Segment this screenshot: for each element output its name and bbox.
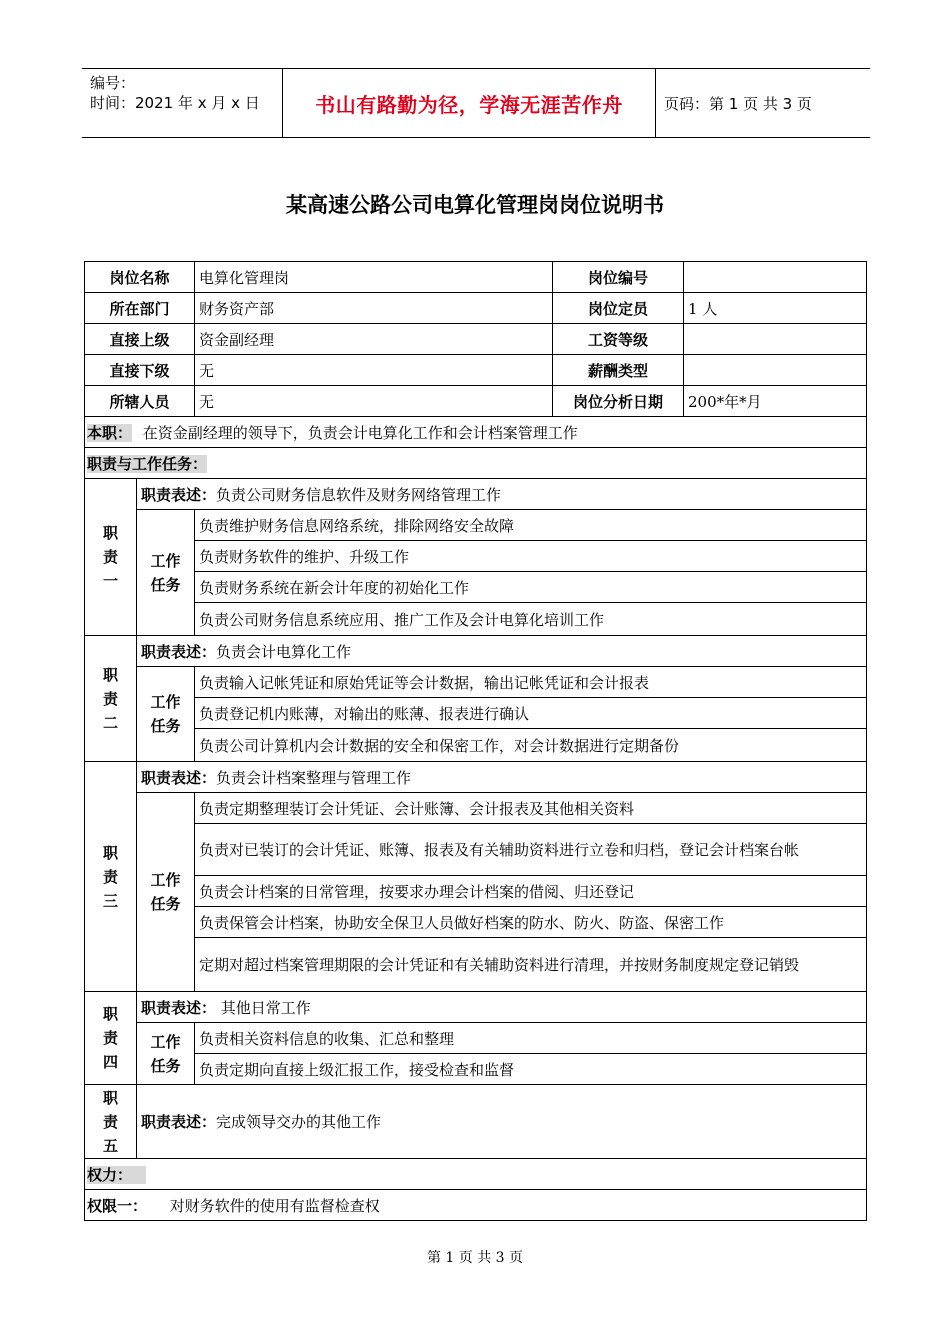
- duty-3-task-row: [85, 793, 867, 824]
- duty-4-char: 责: [102, 1029, 118, 1047]
- duty-4-char: 四: [102, 1053, 118, 1071]
- task-item: 负责公司财务信息系统应用、推广工作及会计电算化培训工作: [195, 603, 867, 636]
- pay-type-label: 薪酬类型: [553, 355, 684, 386]
- duty-1-desc-row: [85, 479, 867, 510]
- duty-3-task-row: [85, 938, 867, 992]
- superior-value: 资金副经理: [195, 324, 553, 355]
- dept-value: 财务资产部: [195, 293, 553, 324]
- duty-1-task-row: [85, 572, 867, 603]
- analysis-date-label: 岗位分析日期: [553, 386, 684, 417]
- duty-4-desc-text: 其他日常工作: [216, 998, 311, 1017]
- task-label-line: 工作: [150, 693, 181, 711]
- staff-label: 所辖人员: [85, 386, 195, 417]
- info-row: [85, 355, 867, 386]
- task-label-line: 工作: [150, 1032, 181, 1051]
- task-label-line: 任务: [150, 575, 181, 594]
- duty-4-char: 职: [102, 1005, 118, 1023]
- task-item: 负责定期整理装订会计凭证、会计账簿、会计报表及其他相关资料: [195, 793, 867, 824]
- duty-3-task-row: [85, 824, 867, 876]
- info-row: [85, 293, 867, 324]
- duty-summary-label: 本职：: [87, 423, 133, 442]
- task-item: 负责财务软件的维护、升级工作: [195, 541, 867, 572]
- salary-grade-value: [684, 324, 867, 355]
- duty-2-desc-row: [85, 636, 867, 667]
- duty-4-desc-row: [85, 992, 867, 1023]
- duty-3-char: 责: [102, 867, 118, 886]
- duty-2-task-row: [85, 729, 867, 762]
- duty-3-task-row: [85, 907, 867, 938]
- duty-4-desc: [137, 992, 867, 1023]
- duty-1-task-label: [137, 510, 195, 636]
- duty-3-desc-row: [85, 762, 867, 793]
- task-label-line: 任务: [150, 717, 181, 735]
- task-label-line: 工作: [150, 871, 181, 889]
- document-title: 某高速公路公司电算化管理岗岗位说明书: [286, 193, 664, 217]
- staff-value: 无: [195, 386, 553, 417]
- duty-1-char: 一: [102, 572, 118, 590]
- superior-label: 直接上级: [85, 324, 195, 355]
- number-label: 编号：: [90, 74, 136, 92]
- limit-cell: [85, 1190, 867, 1221]
- duty-5-char: 五: [102, 1136, 118, 1155]
- info-row: [85, 324, 867, 355]
- task-item: 负责会计档案的日常管理，按要求办理会计档案的借阅、归还登记: [195, 876, 867, 907]
- duty-2-label: [85, 636, 137, 762]
- duty-1-desc: [137, 479, 867, 510]
- task-item: 负责维护财务信息网络系统，排除网络安全故障: [195, 510, 867, 541]
- duties-heading-row: [85, 448, 867, 479]
- duty-2-char: 职: [102, 665, 118, 684]
- header-meta: [90, 73, 260, 113]
- limit-row: [85, 1190, 867, 1221]
- duty-5-row: [85, 1085, 867, 1159]
- time-label: 时间：2021 年 x 月 x 日: [90, 94, 260, 112]
- duty-2-task-row: [85, 667, 867, 698]
- info-row: [85, 386, 867, 417]
- duty-5-desc-text: 完成领导交办的其他工作: [216, 1113, 382, 1131]
- task-label-line: 任务: [150, 895, 181, 913]
- task-item: 负责定期向直接上级汇报工作，接受检查和监督: [195, 1054, 867, 1085]
- task-item: 定期对超过档案管理期限的会计凭证和有关辅助资料进行清理，并按财务制度规定登记销毁: [195, 938, 867, 992]
- page-header: [82, 68, 870, 138]
- duty-summary: [85, 417, 867, 448]
- duty-3-label: [85, 762, 137, 992]
- duty-4-task-label: [137, 1023, 195, 1085]
- duty-2-task-row: [85, 698, 867, 729]
- dept-label: 所在部门: [85, 293, 195, 324]
- power-label: 权力：: [87, 1166, 146, 1184]
- duty-desc-label: 职责表述：: [141, 998, 217, 1017]
- duty-1-char: 责: [102, 548, 118, 566]
- duty-desc-label: 职责表述：: [141, 768, 217, 787]
- duty-2-desc: [137, 636, 867, 667]
- page-code: 页码：第 1 页 共 3 页: [664, 94, 812, 113]
- motto: 书山有路勤为径，学海无涯苦作舟: [282, 69, 656, 137]
- duty-4-task-row: [85, 1054, 867, 1085]
- duty-3-char: 三: [102, 891, 118, 910]
- task-item: 负责相关资料信息的收集、汇总和整理: [195, 1023, 867, 1054]
- duty-3-desc-text: 负责会计档案整理与管理工作: [216, 768, 412, 787]
- duty-summary-text: 在资金副经理的领导下，负责会计电算化工作和会计档案管理工作: [142, 423, 578, 442]
- duty-1-char: 职: [102, 524, 118, 542]
- duty-5-label: [85, 1085, 137, 1159]
- power-row: [85, 1159, 867, 1190]
- task-item: 负责对已装订的会计凭证、账簿、报表及有关辅助资料进行立卷和归档，登记会计档案台帐: [195, 824, 867, 876]
- task-label-line: 工作: [150, 551, 181, 570]
- duty-2-char: 二: [102, 713, 118, 732]
- task-item: 负责公司计算机内会计数据的安全和保密工作，对会计数据进行定期备份: [195, 729, 867, 762]
- duty-2-task-label: [137, 667, 195, 762]
- headcount-value: 1 人: [684, 293, 867, 324]
- duty-desc-label: 职责表述：: [141, 642, 217, 661]
- duty-desc-label: 职责表述：: [141, 485, 217, 504]
- duty-1-task-row: [85, 510, 867, 541]
- duty-desc-label: 职责表述：: [141, 1113, 217, 1131]
- limit-text: 对财务软件的使用有监督检查权: [169, 1196, 380, 1215]
- headcount-label: 岗位定员: [553, 293, 684, 324]
- duty-2-desc-text: 负责会计电算化工作: [216, 642, 352, 661]
- post-name-value: 电算化管理岗: [195, 262, 553, 293]
- post-name-label: 岗位名称: [85, 262, 195, 293]
- task-item: 负责输入记帐凭证和原始凭证等会计数据，输出记帐凭证和会计报表: [195, 667, 867, 698]
- task-label-line: 任务: [150, 1056, 181, 1075]
- duty-3-desc: [137, 762, 867, 793]
- duty-5-char: 责: [102, 1112, 118, 1131]
- duty-4-task-row: [85, 1023, 867, 1054]
- footer-page-number: 第 1 页 共 3 页: [426, 1250, 524, 1266]
- analysis-date-value: 200*年*月: [684, 386, 867, 417]
- duty-1-label: [85, 479, 137, 636]
- power-cell: [85, 1159, 867, 1190]
- salary-grade-label: 工资等级: [553, 324, 684, 355]
- duty-4-label: [85, 992, 137, 1085]
- duty-5-char: 职: [102, 1088, 118, 1107]
- duties-heading: 职责与工作任务：: [87, 454, 208, 473]
- duty-3-char: 职: [102, 843, 118, 862]
- duty-5-desc: [137, 1085, 867, 1159]
- duty-3-task-row: [85, 876, 867, 907]
- task-item: 负责保管会计档案，协助安全保卫人员做好档案的防水、防火、防盗、保密工作: [195, 907, 867, 938]
- post-number-label: 岗位编号: [553, 262, 684, 293]
- duty-1-task-row: [85, 603, 867, 636]
- job-description-table: [84, 261, 867, 1221]
- duty-1-task-row: [85, 541, 867, 572]
- duty-2-char: 责: [102, 689, 118, 708]
- duty-summary-row: [85, 417, 867, 448]
- task-item: 负责财务系统在新会计年度的初始化工作: [195, 572, 867, 603]
- duties-heading-cell: [85, 448, 867, 479]
- duty-3-task-label: [137, 793, 195, 992]
- pay-type-value: [684, 355, 867, 386]
- duty-1-desc-text: 负责公司财务信息软件及财务网络管理工作: [216, 485, 502, 504]
- post-number-value: [684, 262, 867, 293]
- subordinate-value: 无: [195, 355, 553, 386]
- task-item: 负责登记机内账薄，对输出的账薄、报表进行确认: [195, 698, 867, 729]
- limit-label: 权限一：: [87, 1196, 148, 1215]
- subordinate-label: 直接下级: [85, 355, 195, 386]
- info-row: [85, 262, 867, 293]
